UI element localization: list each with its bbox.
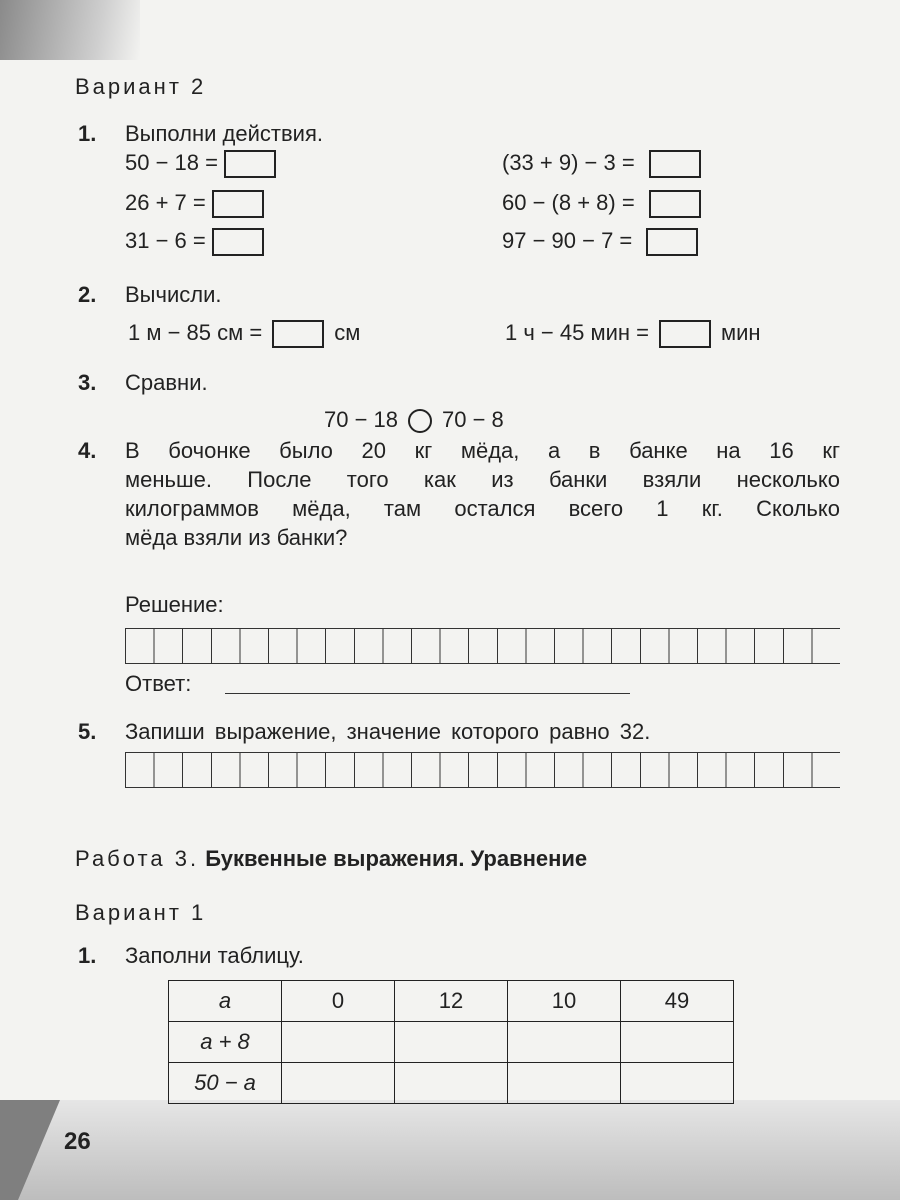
- problem-text-line: меньше. После того как из банки взяли несколько: [125, 467, 840, 492]
- page-number: 26: [64, 1128, 91, 1155]
- table-header-cell: a + 8: [169, 1022, 282, 1063]
- table-row: [169, 981, 734, 1022]
- answer-box[interactable]: [649, 150, 701, 178]
- table-header-cell: 50 − a: [169, 1063, 282, 1104]
- answer-box[interactable]: [224, 150, 276, 178]
- unit-label: мин: [721, 319, 761, 345]
- page-edge-shadow: [0, 0, 140, 60]
- problem-text-line: мёда взяли из банки?: [125, 525, 348, 550]
- table-input-cell[interactable]: [621, 1022, 734, 1063]
- task-number: 1.: [78, 121, 97, 146]
- task-number: 4.: [78, 438, 97, 463]
- unit-label: см: [334, 319, 361, 345]
- task-title: Вычисли.: [125, 282, 222, 307]
- table-input-cell[interactable]: [282, 1022, 395, 1063]
- answer-box[interactable]: [272, 320, 324, 348]
- compare-circle[interactable]: [408, 409, 432, 433]
- variant-heading: Вариант 1: [75, 900, 207, 925]
- problem-text-line: килограммов мёда, там остался всего 1 кг. Сколько: [125, 496, 840, 521]
- left-expression: 70 − 18: [324, 407, 399, 432]
- expression: 1 ч − 45 мин =: [505, 319, 649, 345]
- expression-row: [502, 190, 701, 218]
- table-row: [169, 1063, 734, 1104]
- answer-box[interactable]: [649, 190, 701, 218]
- task-text: Запиши выражение, значение которого равно 32.: [125, 719, 651, 744]
- page-footer-band: [0, 1100, 900, 1200]
- expression-row: [502, 150, 701, 178]
- expression: 50 − 18 =: [125, 149, 218, 175]
- fill-table: [168, 980, 734, 1104]
- table-cell: 12: [395, 981, 508, 1022]
- solution-label: Решение:: [125, 592, 224, 617]
- expression: 1 м − 85 см =: [128, 319, 263, 345]
- section-title: Буквенные выражения. Уравнение: [205, 846, 588, 871]
- section-heading: [75, 848, 587, 870]
- expression: 97 − 90 − 7 =: [502, 227, 633, 253]
- table-cell: 49: [621, 981, 734, 1022]
- expression-row: [125, 190, 264, 218]
- expression-row: [502, 228, 698, 256]
- problem-text-line: В бочонке было 20 кг мёда, а в банке на 16 кг: [125, 438, 840, 463]
- right-expression: 70 − 8: [442, 407, 504, 432]
- variant-heading: Вариант 2: [75, 74, 207, 99]
- table-input-cell[interactable]: [395, 1022, 508, 1063]
- task-title: Сравни.: [125, 370, 208, 395]
- expression: 60 − (8 + 8) =: [502, 189, 635, 215]
- answer-label: Ответ:: [125, 671, 192, 696]
- table-input-cell[interactable]: [621, 1063, 734, 1104]
- expression-row: [125, 150, 276, 178]
- answer-box[interactable]: [212, 228, 264, 256]
- table-input-cell[interactable]: [395, 1063, 508, 1104]
- expression-grid[interactable]: [125, 752, 840, 788]
- answer-box[interactable]: [659, 320, 711, 348]
- task-number: 3.: [78, 370, 97, 395]
- task-number: 1.: [78, 943, 97, 968]
- task-number: 2.: [78, 282, 97, 307]
- section-prefix: Работа 3.: [75, 846, 200, 871]
- table-header-cell: a: [169, 981, 282, 1022]
- task-number: 5.: [78, 719, 97, 744]
- conversion-row: [505, 320, 761, 348]
- answer-box[interactable]: [212, 190, 264, 218]
- expression-row: [125, 228, 264, 256]
- answer-line[interactable]: [225, 693, 630, 694]
- answer-box[interactable]: [646, 228, 698, 256]
- table-input-cell[interactable]: [508, 1063, 621, 1104]
- comparison-row: [324, 409, 504, 433]
- task-title: Выполни действия.: [125, 121, 323, 146]
- table-input-cell[interactable]: [282, 1063, 395, 1104]
- table-input-cell[interactable]: [508, 1022, 621, 1063]
- table-cell: 10: [508, 981, 621, 1022]
- expression: 26 + 7 =: [125, 189, 206, 215]
- expression: 31 − 6 =: [125, 227, 206, 253]
- task-title: Заполни таблицу.: [125, 943, 304, 968]
- table-row: [169, 1022, 734, 1063]
- table-cell: 0: [282, 981, 395, 1022]
- conversion-row: [128, 320, 360, 348]
- solution-grid[interactable]: [125, 628, 840, 664]
- expression: (33 + 9) − 3 =: [502, 149, 635, 175]
